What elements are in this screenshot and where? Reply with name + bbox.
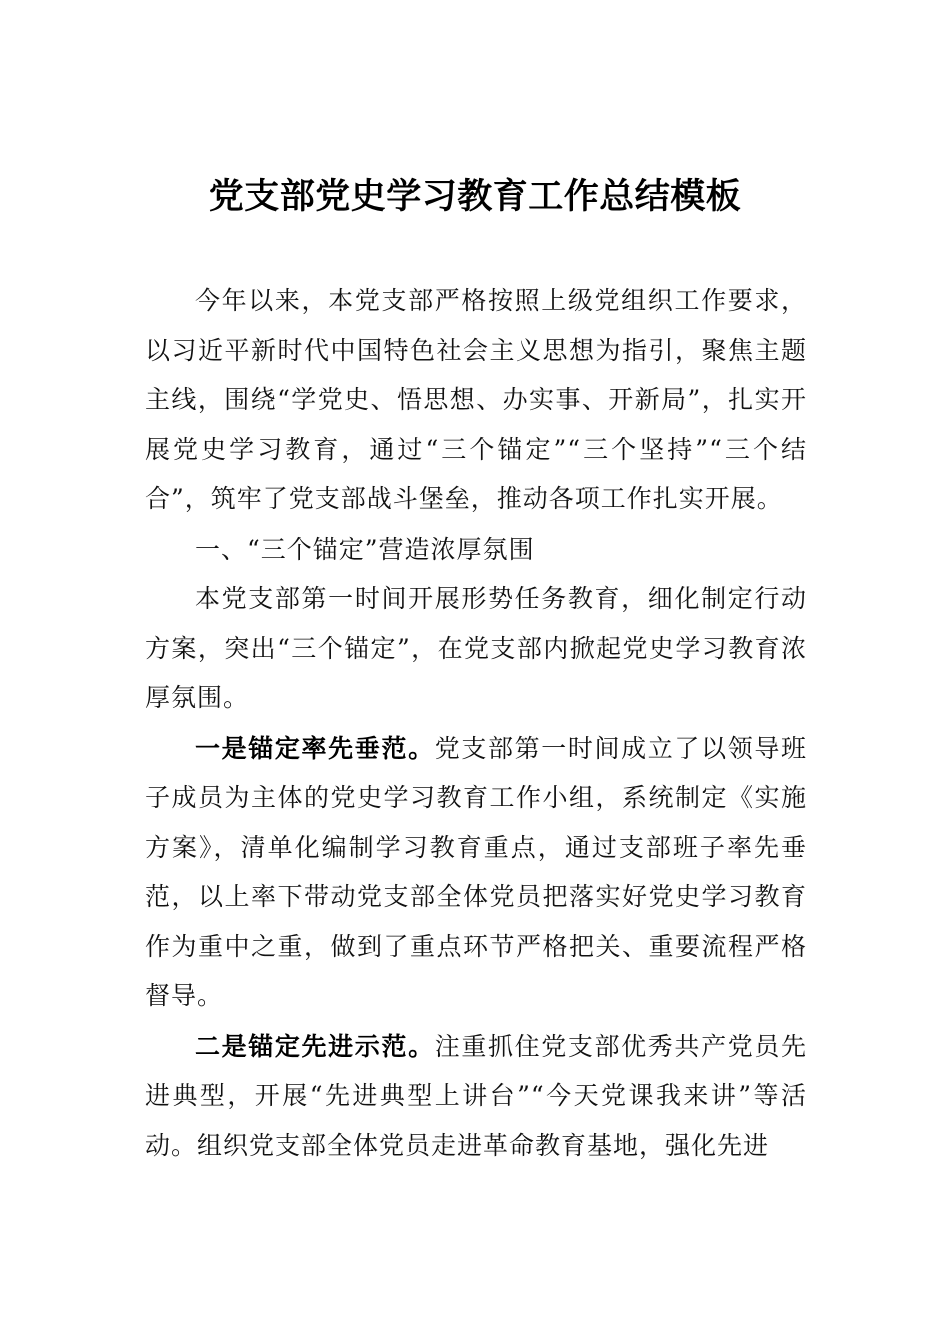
section-heading-1 <box>145 525 807 575</box>
point-1-lead: 一是锚定率先垂范。 <box>195 733 435 763</box>
intro-paragraph <box>145 276 807 524</box>
document-title: 党支部党史学习教育工作总结模板 <box>208 176 742 217</box>
point-2-lead: 二是锚定先进示范。 <box>195 1031 435 1061</box>
section-heading-text: 一、“三个锚定”营造浓厚氛围 <box>195 534 535 564</box>
point-2-paragraph <box>145 1022 807 1171</box>
document-body <box>145 276 807 1170</box>
paragraph-text: 党支部第一时间成立了以领导班子成员为主体的党史学习教育工作小组，系统制定《实施方案》，清单化编制学习教育重点，通过支部班子率先垂范，以上率下带动党支部全体党员把落实好党史学习教育作为重中之重，做到了重点环节严格把关、重要流程严格督导。 <box>145 733 807 1010</box>
paragraph-text: 本党支部第一时间开展形势任务教育，细化制定行动方案，突出“三个锚定”，在党支部内掀起党史学习教育浓厚氛围。 <box>145 584 807 712</box>
section-1-paragraph <box>145 574 807 723</box>
point-1-paragraph <box>145 724 807 1021</box>
paragraph-text: 今年以来，本党支部严格按照上级党组织工作要求，以习近平新时代中国特色社会主义思想为指引，聚焦主题主线，围绕“学党史、悟思想、办实事、开新局”，扎实开展党史学习教育，通过“三个锚定”“三个坚持”“三个结合”，筑牢了党支部战斗堡垒，推动各项工作扎实开展。 <box>145 286 807 513</box>
paragraph-text: 注重抓住党支部优秀共产党员先进典型，开展“先进典型上讲台”“今天党课我来讲”等活动。组织党支部全体党员走进革命教育基地，强化先进 <box>145 1031 807 1160</box>
